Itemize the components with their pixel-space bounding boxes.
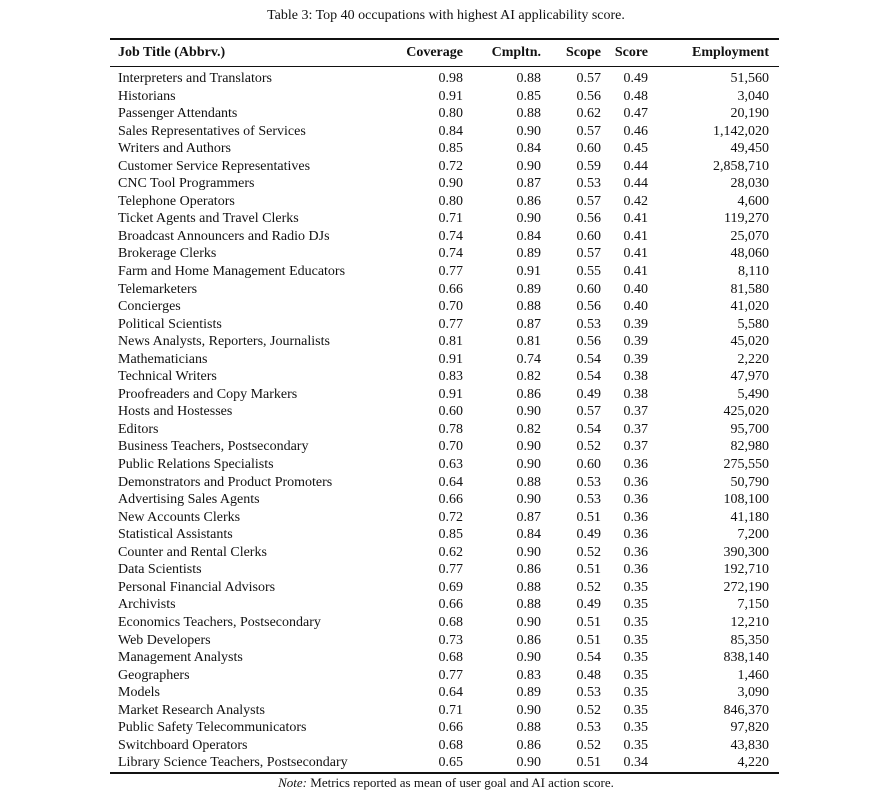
table-row xyxy=(110,228,779,246)
cell-completion: 0.90 xyxy=(516,544,541,560)
cell-scope: 0.57 xyxy=(576,71,601,86)
cell-completion: 0.88 xyxy=(516,474,541,490)
cell-completion: 0.83 xyxy=(516,667,541,683)
cell-score: 0.35 xyxy=(623,597,648,613)
cell-score: 0.35 xyxy=(623,720,648,736)
table-row xyxy=(110,298,779,316)
cell-employment: 1,142,020 xyxy=(713,123,769,139)
table-row xyxy=(110,281,779,299)
header-job-title: Job Title (Abbrv.) xyxy=(118,45,226,60)
cell-coverage: 0.84 xyxy=(438,123,463,139)
cell-coverage: 0.77 xyxy=(438,316,463,332)
cell-coverage: 0.68 xyxy=(438,737,463,753)
cell-job-title: Historians xyxy=(118,88,176,104)
cell-completion: 0.86 xyxy=(516,737,541,753)
cell-score: 0.38 xyxy=(623,386,648,402)
cell-scope: 0.60 xyxy=(576,457,601,473)
cell-job-title: Brokerage Clerks xyxy=(118,246,217,262)
cell-job-title: Sales Representatives of Services xyxy=(118,123,306,139)
cell-completion: 0.87 xyxy=(516,509,541,525)
cell-employment: 192,710 xyxy=(723,562,769,578)
cell-employment: 272,190 xyxy=(723,579,769,595)
cell-coverage: 0.74 xyxy=(438,228,463,244)
cell-job-title: Telemarketers xyxy=(118,281,198,297)
cell-completion: 0.86 xyxy=(516,386,541,402)
cell-scope: 0.56 xyxy=(576,88,601,104)
cell-job-title: Business Teachers, Postsecondary xyxy=(118,439,309,455)
table-row xyxy=(110,438,779,456)
cell-employment: 51,560 xyxy=(730,71,769,86)
cell-coverage: 0.85 xyxy=(438,141,463,157)
cell-score: 0.36 xyxy=(623,544,648,560)
cell-scope: 0.54 xyxy=(576,650,601,666)
cell-score: 0.41 xyxy=(623,246,648,262)
cell-employment: 5,490 xyxy=(737,386,769,402)
cell-scope: 0.55 xyxy=(576,264,601,280)
cell-coverage: 0.98 xyxy=(438,71,463,86)
cell-coverage: 0.62 xyxy=(438,544,463,560)
cell-scope: 0.60 xyxy=(576,228,601,244)
cell-score: 0.42 xyxy=(623,193,648,209)
cell-completion: 0.90 xyxy=(516,211,541,227)
cell-job-title: Library Science Teachers, Postsecondary xyxy=(118,755,348,771)
cell-coverage: 0.66 xyxy=(438,597,463,613)
cell-completion: 0.90 xyxy=(516,492,541,508)
cell-job-title: Political Scientists xyxy=(118,316,222,332)
cell-completion: 0.84 xyxy=(516,527,541,543)
cell-coverage: 0.70 xyxy=(438,439,463,455)
cell-job-title: Data Scientists xyxy=(118,562,202,578)
cell-scope: 0.49 xyxy=(576,386,601,402)
cell-coverage: 0.72 xyxy=(438,509,463,525)
cell-scope: 0.62 xyxy=(576,106,601,122)
table-note xyxy=(0,774,892,792)
header-score: Score xyxy=(614,45,648,60)
cell-coverage: 0.81 xyxy=(438,334,463,350)
cell-employment: 41,180 xyxy=(730,509,769,525)
cell-score: 0.37 xyxy=(623,421,648,437)
cell-scope: 0.52 xyxy=(576,439,601,455)
cell-score: 0.36 xyxy=(623,509,648,525)
cell-job-title: Counter and Rental Clerks xyxy=(118,544,267,560)
cell-job-title: Public Safety Telecommunicators xyxy=(118,720,307,736)
table-row xyxy=(110,245,779,263)
cell-score: 0.36 xyxy=(623,527,648,543)
cell-coverage: 0.73 xyxy=(438,632,463,648)
cell-scope: 0.53 xyxy=(576,474,601,490)
cell-employment: 43,830 xyxy=(730,737,769,753)
cell-completion: 0.90 xyxy=(516,123,541,139)
cell-score: 0.36 xyxy=(623,492,648,508)
cell-job-title: Personal Financial Advisors xyxy=(118,579,276,595)
cell-employment: 12,210 xyxy=(730,614,769,630)
cell-score: 0.38 xyxy=(623,369,648,385)
cell-employment: 3,040 xyxy=(737,88,769,104)
cell-coverage: 0.65 xyxy=(438,755,463,771)
header-employment: Employment xyxy=(692,45,769,60)
cell-completion: 0.74 xyxy=(516,351,541,367)
cell-score: 0.36 xyxy=(623,474,648,490)
cell-employment: 50,790 xyxy=(730,474,769,490)
table-row xyxy=(110,175,779,193)
note-text: Metrics reported as mean of user goal and AI action score. xyxy=(310,775,614,790)
cell-coverage: 0.90 xyxy=(438,176,463,192)
cell-score: 0.41 xyxy=(623,264,648,280)
cell-score: 0.35 xyxy=(623,737,648,753)
cell-job-title: Models xyxy=(118,685,160,701)
cell-coverage: 0.74 xyxy=(438,246,463,262)
cell-job-title: Farm and Home Management Educators xyxy=(118,264,346,280)
cell-completion: 0.86 xyxy=(516,632,541,648)
cell-score: 0.35 xyxy=(623,632,648,648)
cell-coverage: 0.71 xyxy=(438,211,463,227)
cell-employment: 97,820 xyxy=(730,720,769,736)
cell-completion: 0.86 xyxy=(516,562,541,578)
cell-completion: 0.89 xyxy=(516,685,541,701)
cell-job-title: Mathematicians xyxy=(118,351,208,367)
cell-coverage: 0.66 xyxy=(438,281,463,297)
cell-employment: 275,550 xyxy=(723,457,769,473)
cell-coverage: 0.68 xyxy=(438,650,463,666)
cell-coverage: 0.91 xyxy=(438,351,463,367)
cell-job-title: Market Research Analysts xyxy=(118,702,265,718)
cell-scope: 0.56 xyxy=(576,299,601,315)
cell-score: 0.35 xyxy=(623,685,648,701)
cell-coverage: 0.78 xyxy=(438,421,463,437)
cell-scope: 0.49 xyxy=(576,527,601,543)
cell-job-title: Advertising Sales Agents xyxy=(118,492,260,508)
table-row xyxy=(110,67,779,88)
cell-score: 0.35 xyxy=(623,614,648,630)
cell-employment: 838,140 xyxy=(723,650,769,666)
cell-job-title: News Analysts, Reporters, Journalists xyxy=(118,334,330,350)
cell-employment: 81,580 xyxy=(730,281,769,297)
table-row xyxy=(110,474,779,492)
cell-score: 0.36 xyxy=(623,562,648,578)
cell-scope: 0.52 xyxy=(576,702,601,718)
cell-coverage: 0.68 xyxy=(438,614,463,630)
table-row xyxy=(110,88,779,106)
cell-coverage: 0.91 xyxy=(438,88,463,104)
cell-completion: 0.87 xyxy=(516,176,541,192)
table-row xyxy=(110,526,779,544)
cell-scope: 0.54 xyxy=(576,421,601,437)
cell-completion: 0.90 xyxy=(516,404,541,420)
cell-scope: 0.57 xyxy=(576,123,601,139)
cell-job-title: Economics Teachers, Postsecondary xyxy=(118,614,321,630)
note-label: Note: xyxy=(278,775,308,790)
cell-completion: 0.89 xyxy=(516,246,541,262)
cell-employment: 7,200 xyxy=(737,527,769,543)
table-row xyxy=(110,754,779,772)
table-row xyxy=(110,333,779,351)
cell-scope: 0.53 xyxy=(576,720,601,736)
cell-employment: 1,460 xyxy=(737,667,769,683)
cell-employment: 47,970 xyxy=(730,369,769,385)
table-row xyxy=(110,193,779,211)
cell-employment: 3,090 xyxy=(737,685,769,701)
table-row xyxy=(110,632,779,650)
cell-job-title: Customer Service Representatives xyxy=(118,158,311,174)
table-row xyxy=(110,596,779,614)
cell-employment: 7,150 xyxy=(737,597,769,613)
cell-completion: 0.90 xyxy=(516,614,541,630)
cell-scope: 0.57 xyxy=(576,246,601,262)
cell-coverage: 0.80 xyxy=(438,193,463,209)
table-row xyxy=(110,351,779,369)
cell-completion: 0.88 xyxy=(516,71,541,86)
cell-job-title: Geographers xyxy=(118,667,190,683)
cell-score: 0.40 xyxy=(623,281,648,297)
cell-scope: 0.48 xyxy=(576,667,601,683)
cell-score: 0.41 xyxy=(623,228,648,244)
cell-job-title: Archivists xyxy=(118,597,176,613)
cell-completion: 0.90 xyxy=(516,158,541,174)
table-row xyxy=(110,421,779,439)
table-row xyxy=(110,737,779,755)
cell-scope: 0.56 xyxy=(576,334,601,350)
cell-score: 0.49 xyxy=(623,71,648,86)
cell-coverage: 0.69 xyxy=(438,579,463,595)
cell-scope: 0.51 xyxy=(576,614,601,630)
cell-employment: 425,020 xyxy=(723,404,769,420)
cell-completion: 0.88 xyxy=(516,299,541,315)
cell-employment: 82,980 xyxy=(730,439,769,455)
cell-score: 0.39 xyxy=(623,334,648,350)
cell-completion: 0.88 xyxy=(516,597,541,613)
occupations-table xyxy=(110,38,779,774)
cell-employment: 2,858,710 xyxy=(713,158,769,174)
cell-scope: 0.54 xyxy=(576,351,601,367)
cell-job-title: Broadcast Announcers and Radio DJs xyxy=(118,228,330,244)
cell-job-title: Interpreters and Translators xyxy=(118,71,272,86)
cell-score: 0.37 xyxy=(623,404,648,420)
table-row xyxy=(110,719,779,737)
cell-completion: 0.89 xyxy=(516,281,541,297)
cell-job-title: Writers and Authors xyxy=(118,141,231,157)
cell-completion: 0.82 xyxy=(516,421,541,437)
cell-employment: 45,020 xyxy=(730,334,769,350)
cell-score: 0.37 xyxy=(623,439,648,455)
cell-completion: 0.90 xyxy=(516,702,541,718)
cell-completion: 0.84 xyxy=(516,141,541,157)
cell-job-title: Public Relations Specialists xyxy=(118,457,274,473)
cell-score: 0.39 xyxy=(623,316,648,332)
cell-employment: 119,270 xyxy=(724,211,769,227)
cell-scope: 0.54 xyxy=(576,369,601,385)
cell-completion: 0.84 xyxy=(516,228,541,244)
cell-score: 0.44 xyxy=(623,158,648,174)
table-row xyxy=(110,368,779,386)
cell-completion: 0.88 xyxy=(516,720,541,736)
cell-job-title: CNC Tool Programmers xyxy=(118,176,255,192)
cell-employment: 108,100 xyxy=(723,492,769,508)
cell-job-title: Statistical Assistants xyxy=(118,527,233,543)
table-row xyxy=(110,105,779,123)
cell-score: 0.41 xyxy=(623,211,648,227)
cell-job-title: Proofreaders and Copy Markers xyxy=(118,386,298,402)
table-row xyxy=(110,140,779,158)
cell-score: 0.35 xyxy=(623,702,648,718)
cell-coverage: 0.80 xyxy=(438,106,463,122)
cell-employment: 8,110 xyxy=(738,264,769,280)
cell-employment: 4,600 xyxy=(737,193,769,209)
cell-scope: 0.52 xyxy=(576,544,601,560)
data-table xyxy=(110,40,779,772)
cell-score: 0.34 xyxy=(623,755,648,771)
table-row xyxy=(110,158,779,176)
table-row xyxy=(110,509,779,527)
cell-job-title: Demonstrators and Product Promoters xyxy=(118,474,333,490)
cell-score: 0.35 xyxy=(623,650,648,666)
cell-coverage: 0.66 xyxy=(438,720,463,736)
header-coverage: Coverage xyxy=(406,45,463,60)
table-row xyxy=(110,316,779,334)
cell-scope: 0.53 xyxy=(576,316,601,332)
cell-scope: 0.51 xyxy=(576,755,601,771)
cell-scope: 0.52 xyxy=(576,737,601,753)
cell-score: 0.35 xyxy=(623,579,648,595)
cell-scope: 0.53 xyxy=(576,176,601,192)
cell-job-title: Telephone Operators xyxy=(118,193,235,209)
cell-score: 0.36 xyxy=(623,457,648,473)
cell-coverage: 0.60 xyxy=(438,404,463,420)
cell-employment: 48,060 xyxy=(730,246,769,262)
cell-coverage: 0.85 xyxy=(438,527,463,543)
cell-employment: 2,220 xyxy=(737,351,769,367)
cell-completion: 0.90 xyxy=(516,457,541,473)
table-row xyxy=(110,684,779,702)
cell-coverage: 0.77 xyxy=(438,264,463,280)
cell-job-title: Passenger Attendants xyxy=(118,106,238,122)
cell-employment: 5,580 xyxy=(737,316,769,332)
table-caption: Table 3: Top 40 occupations with highest AI applicability score. xyxy=(267,8,625,23)
table-row xyxy=(110,263,779,281)
cell-coverage: 0.66 xyxy=(438,492,463,508)
cell-job-title: New Accounts Clerks xyxy=(118,509,241,525)
cell-employment: 20,190 xyxy=(730,106,769,122)
cell-coverage: 0.64 xyxy=(438,474,463,490)
cell-completion: 0.87 xyxy=(516,316,541,332)
cell-coverage: 0.77 xyxy=(438,667,463,683)
cell-scope: 0.57 xyxy=(576,404,601,420)
cell-scope: 0.51 xyxy=(576,509,601,525)
cell-coverage: 0.71 xyxy=(438,702,463,718)
cell-coverage: 0.77 xyxy=(438,562,463,578)
cell-completion: 0.90 xyxy=(516,650,541,666)
cell-completion: 0.85 xyxy=(516,88,541,104)
cell-coverage: 0.83 xyxy=(438,369,463,385)
table-row xyxy=(110,544,779,562)
cell-coverage: 0.70 xyxy=(438,299,463,315)
cell-job-title: Web Developers xyxy=(118,632,211,648)
cell-coverage: 0.72 xyxy=(438,158,463,174)
table-body xyxy=(110,67,779,772)
cell-score: 0.40 xyxy=(623,299,648,315)
header-row xyxy=(110,40,779,66)
cell-scope: 0.60 xyxy=(576,141,601,157)
table-row xyxy=(110,210,779,228)
table-row xyxy=(110,386,779,404)
cell-scope: 0.53 xyxy=(576,685,601,701)
cell-employment: 4,220 xyxy=(737,755,769,771)
cell-scope: 0.51 xyxy=(576,562,601,578)
cell-employment: 28,030 xyxy=(730,176,769,192)
cell-employment: 846,370 xyxy=(723,702,769,718)
table-row xyxy=(110,561,779,579)
cell-employment: 49,450 xyxy=(730,141,769,157)
cell-scope: 0.53 xyxy=(576,492,601,508)
cell-job-title: Hosts and Hostesses xyxy=(118,404,233,420)
table-row xyxy=(110,702,779,720)
cell-scope: 0.60 xyxy=(576,281,601,297)
table-row xyxy=(110,491,779,509)
cell-employment: 390,300 xyxy=(723,544,769,560)
cell-scope: 0.59 xyxy=(576,158,601,174)
cell-completion: 0.88 xyxy=(516,579,541,595)
table-row xyxy=(110,579,779,597)
table-row xyxy=(110,667,779,685)
cell-score: 0.45 xyxy=(623,141,648,157)
cell-scope: 0.57 xyxy=(576,193,601,209)
cell-scope: 0.51 xyxy=(576,632,601,648)
cell-coverage: 0.64 xyxy=(438,685,463,701)
cell-employment: 95,700 xyxy=(730,421,769,437)
cell-scope: 0.52 xyxy=(576,579,601,595)
cell-completion: 0.86 xyxy=(516,193,541,209)
header-scope: Scope xyxy=(566,45,601,60)
cell-job-title: Technical Writers xyxy=(118,369,217,385)
cell-coverage: 0.91 xyxy=(438,386,463,402)
table-row xyxy=(110,403,779,421)
cell-score: 0.44 xyxy=(623,176,648,192)
cell-employment: 25,070 xyxy=(730,228,769,244)
cell-scope: 0.56 xyxy=(576,211,601,227)
table-row xyxy=(110,123,779,141)
cell-completion: 0.88 xyxy=(516,106,541,122)
cell-score: 0.46 xyxy=(623,123,648,139)
cell-job-title: Switchboard Operators xyxy=(118,737,248,753)
cell-completion: 0.91 xyxy=(516,264,541,280)
cell-completion: 0.82 xyxy=(516,369,541,385)
cell-job-title: Editors xyxy=(118,421,159,437)
table-row xyxy=(110,614,779,632)
header-completion: Cmpltn. xyxy=(491,45,541,60)
cell-score: 0.39 xyxy=(623,351,648,367)
cell-completion: 0.81 xyxy=(516,334,541,350)
cell-employment: 41,020 xyxy=(730,299,769,315)
cell-job-title: Ticket Agents and Travel Clerks xyxy=(118,211,299,227)
cell-employment: 85,350 xyxy=(730,632,769,648)
cell-coverage: 0.63 xyxy=(438,457,463,473)
cell-completion: 0.90 xyxy=(516,755,541,771)
cell-completion: 0.90 xyxy=(516,439,541,455)
cell-score: 0.48 xyxy=(623,88,648,104)
cell-score: 0.35 xyxy=(623,667,648,683)
table-row xyxy=(110,649,779,667)
cell-scope: 0.49 xyxy=(576,597,601,613)
cell-score: 0.47 xyxy=(623,106,648,122)
table-row xyxy=(110,456,779,474)
cell-job-title: Management Analysts xyxy=(118,650,243,666)
cell-job-title: Concierges xyxy=(118,299,181,315)
